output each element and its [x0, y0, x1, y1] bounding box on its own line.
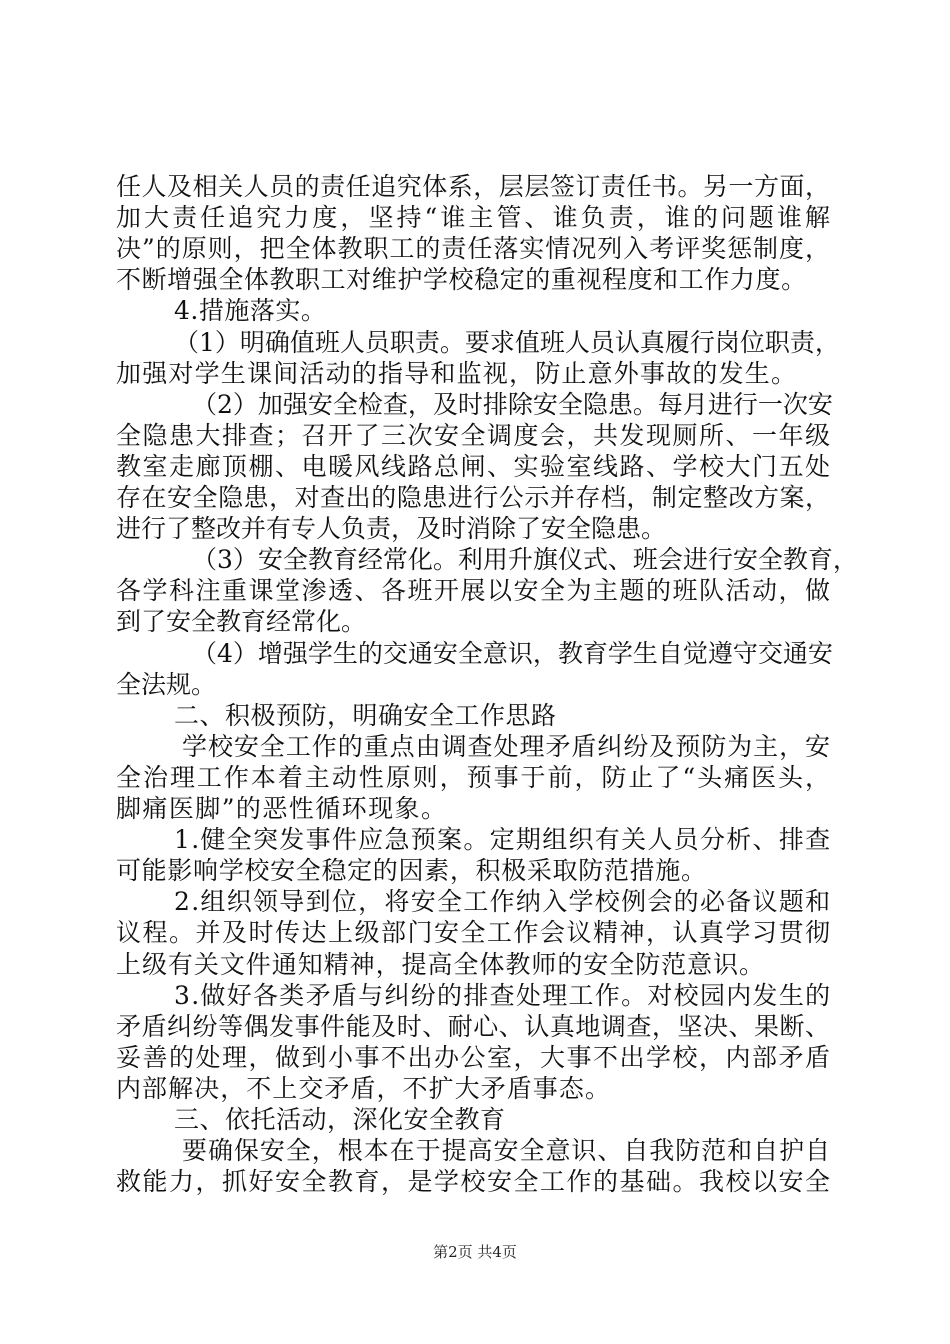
text-line: 救能力，抓好安全教育，是学校安全工作的基础。我校以安全 [116, 1167, 832, 1196]
text-line: 决”的原则，把全体教职工的责任落实情况列入考评奖惩制度， [116, 234, 831, 263]
text-line: （1）明确值班人员职责。要求值班人员认真履行岗位职责， [174, 328, 840, 357]
text-line: 学校安全工作的重点由调查处理矛盾纠纷及预防为主，安 [182, 732, 832, 761]
text-line: 3.做好各类矛盾与纠纷的排查处理工作。对校园内发生的 [174, 981, 832, 1010]
text-line: 到了安全教育经常化。 [116, 607, 367, 636]
text-line: （4）增强学生的交通安全意识，教育学生自觉遵守交通安 [192, 639, 833, 668]
text-line: 进行了整改并有专人负责，及时消除了安全隐患。 [116, 514, 667, 543]
section-heading: 三、依托活动，深化安全教育 [174, 1105, 506, 1134]
text-line: 加强对学生课间活动的指导和监视，防止意外事故的发生。 [116, 359, 798, 388]
text-line: 上级有关文件通知精神，提高全体教师的安全防范意识。 [116, 950, 766, 979]
text-line: （2）加强安全检查，及时排除安全隐患。每月进行一次安 [192, 390, 833, 419]
text-line: 2.组织领导到位，将安全工作纳入学校例会的必备议题和 [174, 887, 832, 916]
text-line: 内部解决，不上交矛盾，不扩大矛盾事态。 [116, 1074, 611, 1103]
text-line: 全法规。 [116, 670, 217, 699]
text-line: 各学科注重课堂渗透、各班开展以安全为主题的班队活动，做 [116, 576, 832, 605]
text-line: 全隐患大排查；召开了三次安全调度会，共发现厕所、一年级 [116, 421, 832, 450]
text-line: 妥善的处理，做到小事不出办公室，大事不出学校，内部矛盾 [116, 1043, 832, 1072]
text-line: （3）安全教育经常化。利用升旗仪式、班会进行安全教育， [192, 545, 858, 574]
text-line: 脚痛医脚”的恶性循环现象。 [116, 794, 448, 823]
text-line: 加大责任追究力度，坚持“谁主管、谁负责，谁的问题谁解 [116, 203, 834, 232]
text-line: 全治理工作本着主动性原则，预事于前，防止了“头痛医头， [116, 763, 832, 792]
text-line: 1.健全突发事件应急预案。定期组织有关人员分析、排查 [174, 825, 832, 854]
page-number: 第2页 共4页 [433, 1243, 517, 1261]
text-line: 教室走廊顶棚、电暖风线路总闸、实验室线路、学校大门五处 [116, 452, 832, 481]
text-line: 任人及相关人员的责任追究体系，层层签订责任书。另一方面， [116, 172, 831, 201]
text-line: 可能影响学校安全稳定的因素，积极采取防范措施。 [116, 856, 707, 885]
page-footer [0, 1242, 950, 1262]
text-line: 要确保安全，根本在于提高安全意识、自我防范和自护自 [182, 1136, 832, 1165]
text-line: 议程。并及时传达上级部门安全工作会议精神，认真学习贯彻 [116, 918, 832, 947]
text-line: 不断增强全体教职工对维护学校稳定的重视程度和工作力度。 [116, 265, 807, 294]
section-heading: 二、积极预防，明确安全工作思路 [174, 701, 557, 730]
text-line: 矛盾纠纷等偶发事件能及时、耐心、认真地调查，坚决、果断、 [116, 1012, 831, 1041]
text-line: 存在安全隐患，对查出的隐患进行公示并存档，制定整改方案， [116, 483, 831, 512]
text-line: 4.措施落实。 [174, 296, 327, 325]
